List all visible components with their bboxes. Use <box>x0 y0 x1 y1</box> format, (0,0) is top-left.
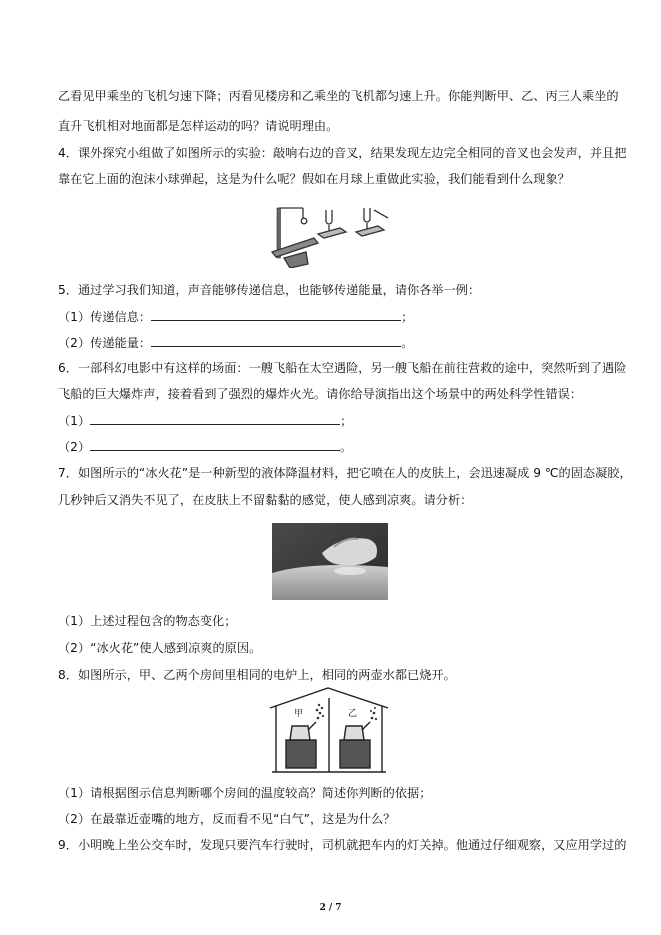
question-5-blank-1 <box>58 308 413 325</box>
question-6-blank-1 <box>58 412 352 429</box>
blank-label: （2） <box>58 440 91 454</box>
blank-end: ； <box>340 414 353 428</box>
question-9-line: 9．小明晚上坐公交车时，发现只要汽车行驶时，司机就把车内的灯关掉。他通过仔细观察，又应用学过的 <box>58 838 627 852</box>
blank-label: （2）传递能量： <box>58 336 152 350</box>
answer-blank[interactable] <box>90 412 340 425</box>
text-line: 直升飞机相对地面都是怎样运动的吗？请说明理由。 <box>58 119 339 133</box>
blank-label: （1） <box>58 414 91 428</box>
two-rooms-figure <box>268 686 390 774</box>
blank-end: ； <box>401 310 414 324</box>
text-line: 乙看见甲乘坐的飞机匀速下降；丙看见楼房和乙乘坐的飞机都匀速上升。你能判断甲、乙、丙三人乘坐的 <box>58 89 619 103</box>
blank-label: （1）传递信息： <box>58 310 152 324</box>
question-6-line: 飞船的巨大爆炸声，接着看到了强烈的爆炸火光。请你给导演指出这个场景中的两处科学性错误： <box>58 387 583 401</box>
question-6-line: 6．一部科幻电影中有这样的场面：一艘飞船在太空遇险，另一艘飞船在前往营救的途中，突然听到了遇险 <box>58 361 627 375</box>
question-8-line: 8．如图所示，甲、乙两个房间里相同的电炉上，相同的两壶水都已烧开。 <box>58 668 456 682</box>
question-7-sub-2: （2）“冰火花”使人感到凉爽的原因。 <box>58 641 262 655</box>
tuning-fork-figure <box>268 196 398 268</box>
question-8-sub-2: （2）在最靠近壶嘴的地方，反而看不见“白气”，这是为什么？ <box>58 812 396 826</box>
ice-spray-photo <box>272 523 388 600</box>
answer-blank[interactable] <box>90 438 340 451</box>
question-8-sub-1: （1）请根据图示信息判断哪个房间的温度较高？简述你判断的依据； <box>58 786 432 800</box>
question-5-blank-2 <box>58 334 413 351</box>
answer-blank[interactable] <box>151 334 401 347</box>
room-label-b: 乙 <box>348 709 358 719</box>
blank-end: 。 <box>401 336 414 350</box>
question-5-line: 5．通过学习我们知道，声音能够传递信息，也能够传递能量，请你各举一例： <box>58 283 481 297</box>
question-4-line: 4．课外探究小组做了如图所示的实验：敲响右边的音叉，结果发现左边完全相同的音叉也会发声，并且把 <box>58 146 627 160</box>
question-6-blank-2 <box>58 438 352 455</box>
page-number: 2 / 7 <box>319 903 342 913</box>
question-7-line: 7．如图所示的“冰火花”是一种新型的液体降温材料，把它喷在人的皮肤上，会迅速凝成 9 ℃的固态凝胶， <box>58 466 632 480</box>
question-4-line: 靠在它上面的泡沫小球弹起，这是为什么呢？假如在月球上重做此实验，我们能看到什么现象？ <box>58 172 570 186</box>
question-7-line: 几秒钟后又消失不见了，在皮肤上不留黏黏的感觉，使人感到凉爽。请分析： <box>58 493 473 507</box>
question-7-sub-1: （1）上述过程包含的物态变化； <box>58 614 237 628</box>
room-label-a: 甲 <box>294 709 304 719</box>
answer-blank[interactable] <box>151 308 401 321</box>
blank-end: 。 <box>340 440 353 454</box>
